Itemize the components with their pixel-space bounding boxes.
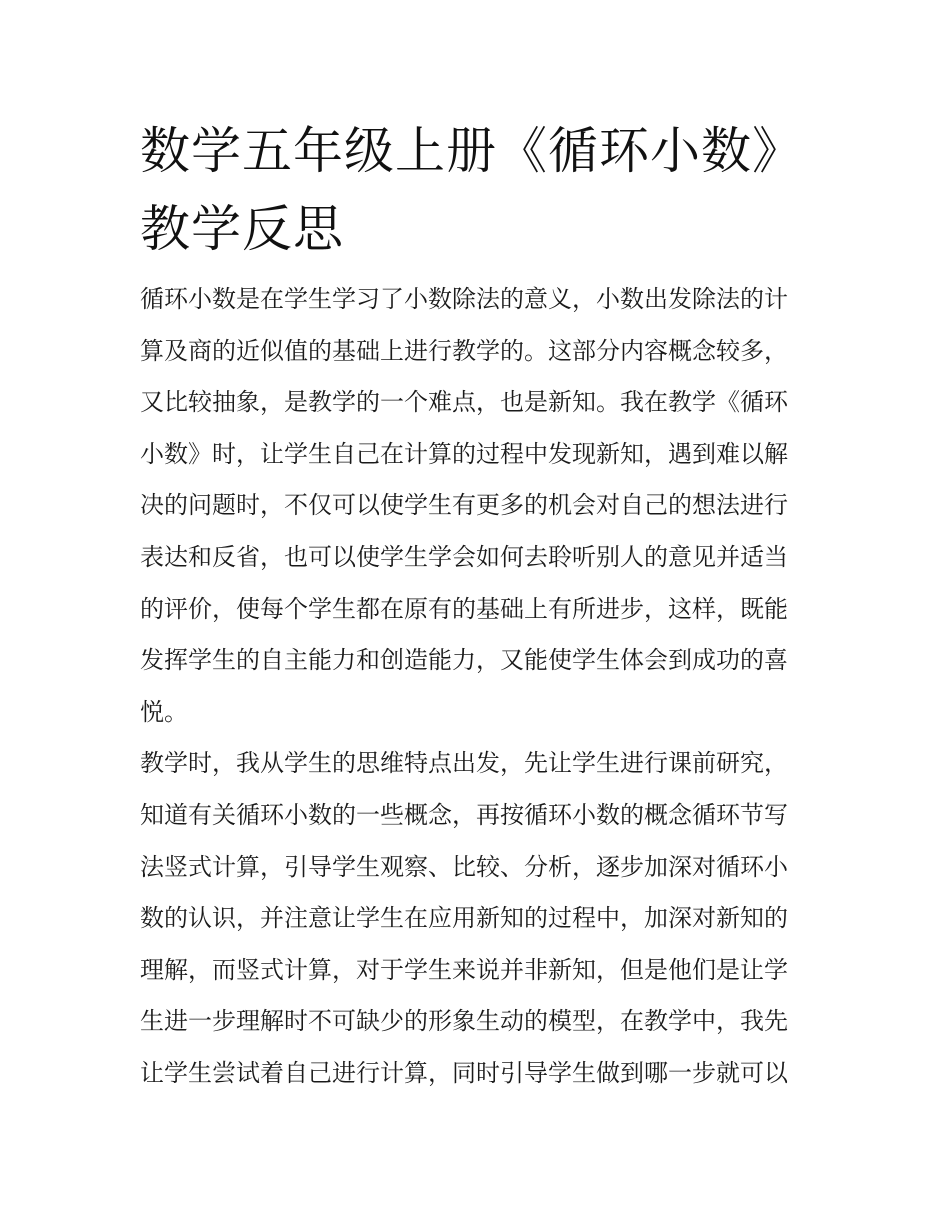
document-body xyxy=(140,274,812,1100)
paragraph-1: 循环小数是在学生学习了小数除法的意义，小数出发除法的计 算及商的近似值的基础上进行教学的。这部分内容概念较多， 又比较抽象，是教学的一个难点，也是新知。我在教学《循环 小数》时，让学生自己在计算的过程中发现新知，遇到难以解 决的问题时，不仅可以使学生有更多的机会对自己的想法进行 表达和反省，也可以使学生学会如何去聆听别人的意见并适当 的评价，使每个学生都在原有的基础上有所进步，这样，既能 发挥学生的自主能力和创造能力，又能使学生体会到成功的喜 悦。 xyxy=(140,285,788,726)
document-title: 数学五年级上册《循环小数》 教学反思 xyxy=(140,122,803,258)
paragraph-2: 教学时，我从学生的思维特点出发，先让学生进行课前研究， 知道有关循环小数的一些概念，再按循环小数的概念循环节写 法竖式计算，引导学生观察、比较、分析，逐步加深对循环小 数的认识，并注意让学生在应用新知的过程中，加深对新知的 理解，而竖式计算，对于学生来说并非新知，但是他们是让学 生进一步理解时不可缺少的形象生动的模型，在教学中，我先 让学生尝试着自己进行计算，同时引导学生做到哪一步就可以 xyxy=(140,749,788,1087)
